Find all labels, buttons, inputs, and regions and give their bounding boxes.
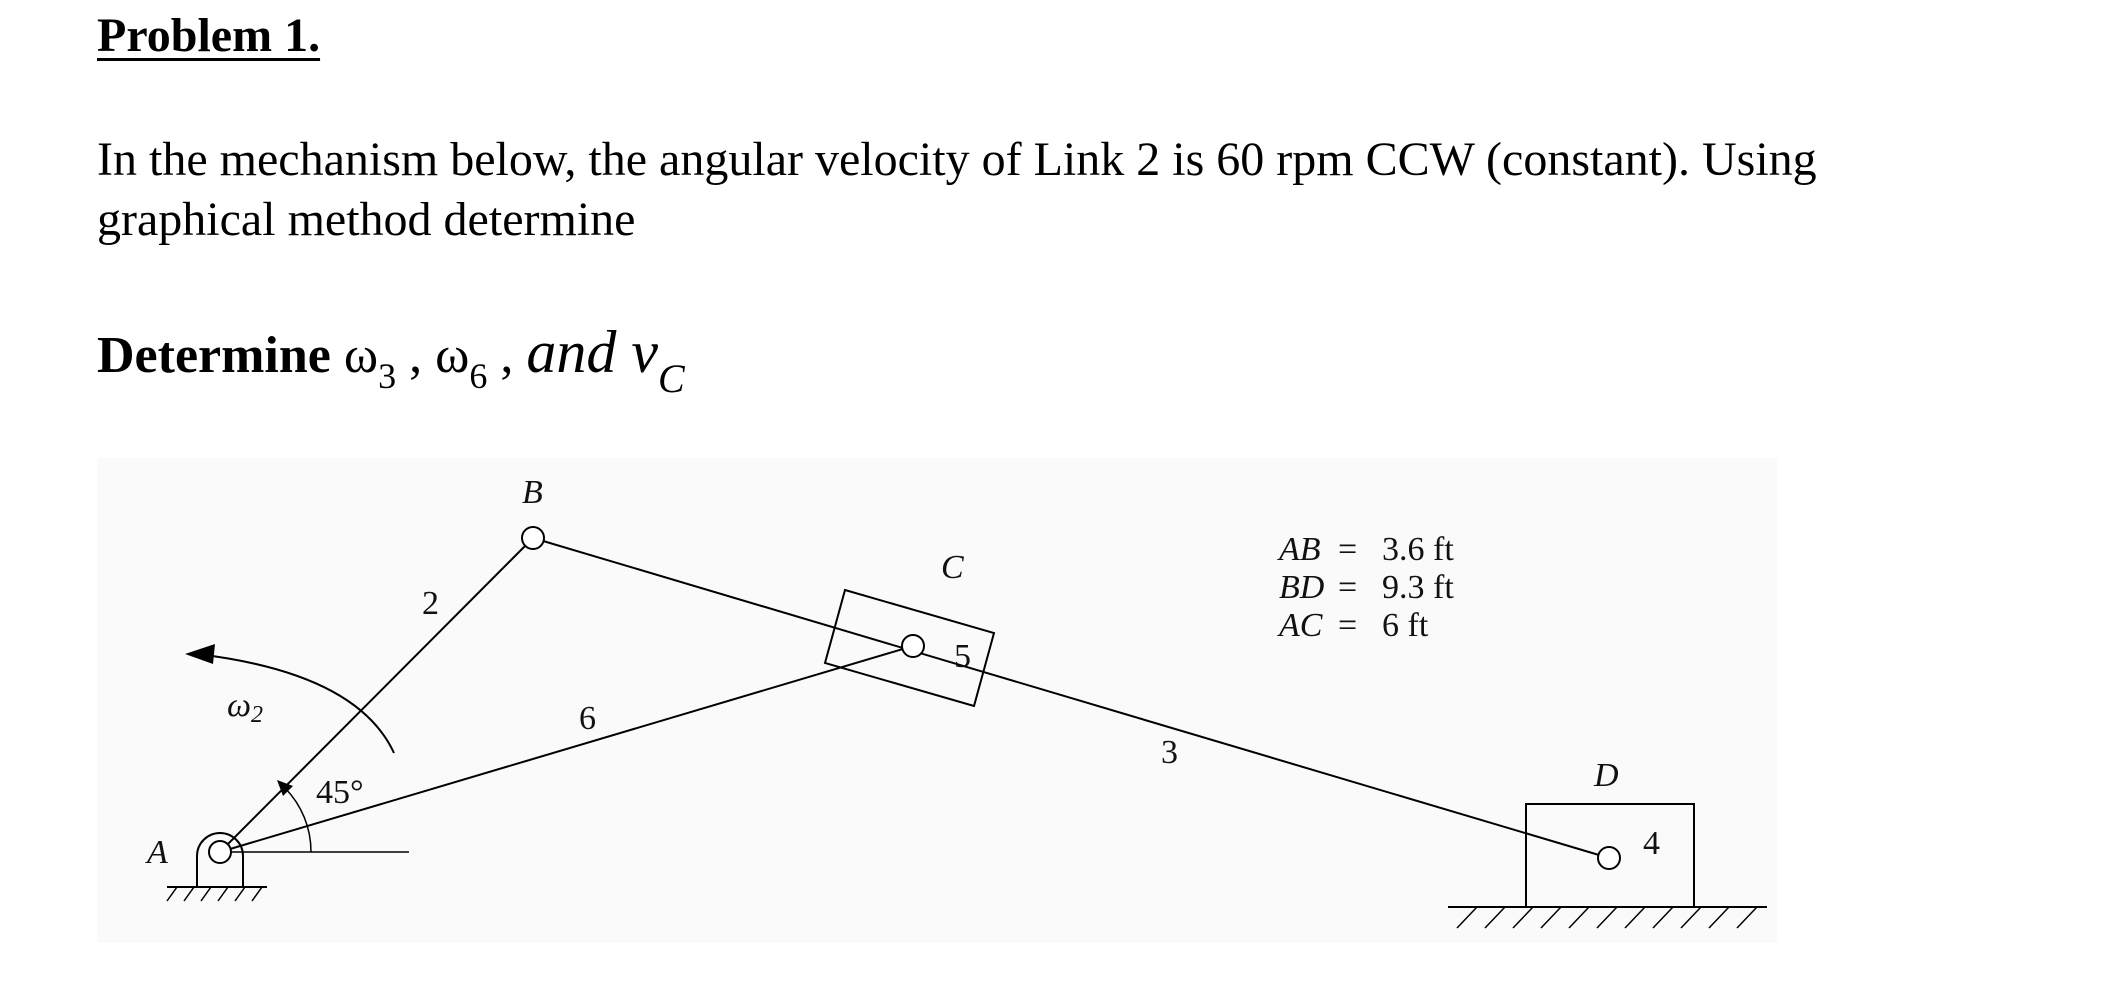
omega2-symbol: ω2 xyxy=(227,687,264,728)
label-link-5: 5 xyxy=(954,638,971,675)
problem-statement: In the mechanism below, the angular velocity of Link 2 is 60 rpm CCW (constant). Using graphical method determine xyxy=(97,133,1817,246)
omega3-subscript: 3 xyxy=(378,356,397,396)
label-link-2: 2 xyxy=(422,585,439,622)
joint-a xyxy=(209,841,231,863)
joint-c xyxy=(902,635,924,657)
dim-ac-eq: = xyxy=(1338,607,1358,644)
omega6-subscript: 6 xyxy=(469,356,488,396)
dimensions-list xyxy=(1277,531,1454,644)
dim-ab-name: AB xyxy=(1279,531,1321,568)
label-link-3: 3 xyxy=(1161,734,1178,771)
omega6-symbol: ω xyxy=(435,327,470,384)
label-a: A xyxy=(147,834,168,871)
separator-2: , xyxy=(487,327,527,384)
dim-bd-value: 9.3 ft xyxy=(1382,569,1454,606)
omega2-arrowhead xyxy=(185,644,215,664)
problem-heading: Problem 1. xyxy=(97,9,321,62)
joint-b xyxy=(522,527,544,549)
omega3-symbol: ω xyxy=(343,327,379,384)
mechanism-figure xyxy=(97,458,1777,943)
ground-hatch-d xyxy=(1457,907,1757,928)
angle-arc xyxy=(285,788,311,852)
label-link-6: 6 xyxy=(579,700,596,737)
angle-label: 45° xyxy=(316,774,364,811)
ground-hatch-a xyxy=(167,887,262,901)
separator-1: , xyxy=(396,327,436,384)
joint-d xyxy=(1598,847,1620,869)
determine-line xyxy=(97,318,685,401)
dim-ab-value: 3.6 ft xyxy=(1382,531,1454,568)
determine-word: Determine xyxy=(97,327,331,384)
vc-subscript: C xyxy=(657,356,685,401)
and-vc-text: and v xyxy=(526,319,658,385)
mechanism-diagram xyxy=(97,458,1777,943)
dim-ac-value: 6 ft xyxy=(1382,607,1429,644)
dim-bd-name: BD xyxy=(1279,569,1325,606)
dim-bd-eq: = xyxy=(1338,569,1358,606)
dim-ac-name: AC xyxy=(1279,607,1323,644)
label-c: C xyxy=(941,549,964,586)
label-link-4: 4 xyxy=(1643,825,1660,862)
dim-ab-eq: = xyxy=(1338,531,1358,568)
label-d: D xyxy=(1594,757,1619,794)
label-b: B xyxy=(522,474,543,511)
